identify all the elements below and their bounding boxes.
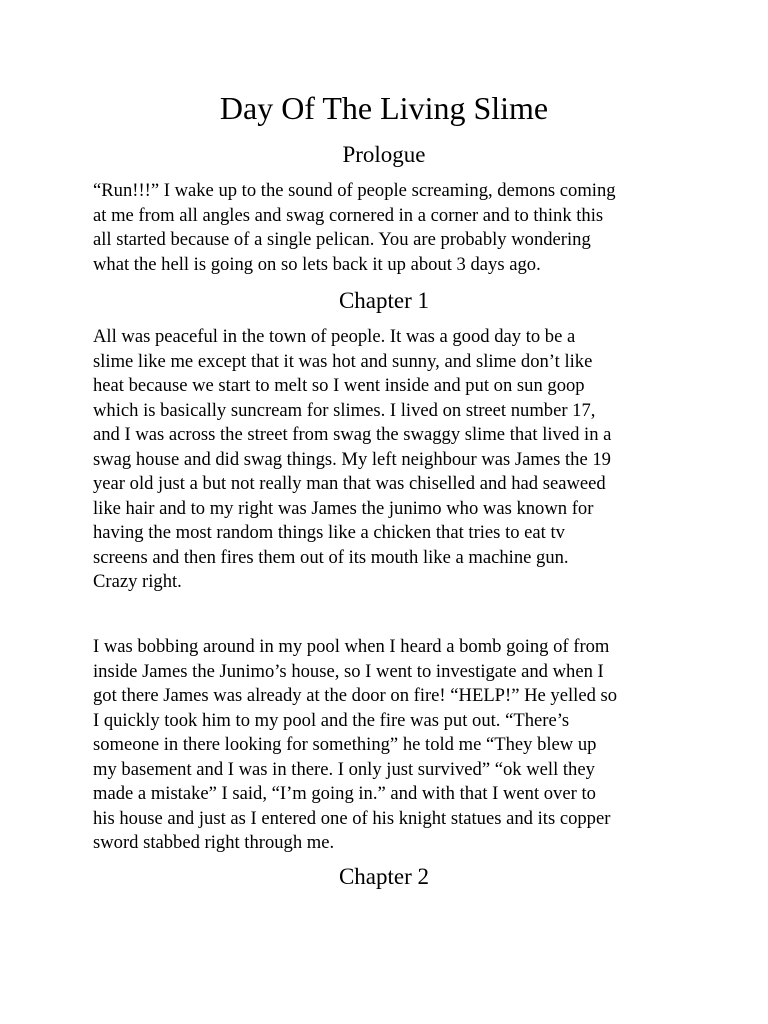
text-line: All was peaceful in the town of people. It was a good day to be a bbox=[93, 326, 576, 347]
text-line: Crazy right. bbox=[93, 571, 182, 592]
text-line: made a mistake” I said, “I’m going in.” and with that I went over to bbox=[93, 783, 596, 804]
text-line: having the most random things like a chicken that tries to eat tv bbox=[93, 522, 565, 543]
paragraph-prologue bbox=[93, 179, 693, 277]
section-heading-chapter-2: Chapter 2 bbox=[338, 864, 430, 889]
paragraph-chapter-1-first bbox=[93, 325, 693, 595]
section-heading-prologue: Prologue bbox=[342, 142, 426, 167]
text-line: and I was across the street from swag the swaggy slime that lived in a bbox=[93, 424, 612, 445]
text-line: someone in there looking for something” he told me “They blew up bbox=[93, 734, 597, 755]
text-line: his house and just as I entered one of his knight statues and its copper bbox=[93, 807, 611, 829]
text-line: like hair and to my right was James the junimo who was known for bbox=[93, 497, 594, 519]
text-line: my basement and I was in there. I only just survived” “ok well they bbox=[93, 758, 595, 780]
text-line: slime like me except that it was hot and sunny, and slime don’t like bbox=[93, 350, 593, 372]
paragraph-chapter-1-second bbox=[93, 635, 693, 856]
text-line: inside James the Junimo’s house, so I went to investigate and when I bbox=[93, 660, 604, 682]
text-line: what the hell is going on so lets back it up about 3 days ago. bbox=[93, 253, 541, 275]
text-line: heat because we start to melt so I went inside and put on sun goop bbox=[93, 375, 585, 396]
text-line: swag house and did swag things. My left neighbour was James the 19 bbox=[93, 448, 611, 470]
text-line: year old just a but not really man that was chiselled and had seaweed bbox=[93, 473, 606, 494]
document-title: Day Of The Living Slime bbox=[219, 90, 549, 126]
text-line: “Run!!!” I wake up to the sound of people screaming, demons coming bbox=[93, 180, 616, 201]
text-line: all started because of a single pelican. You are probably wondering bbox=[93, 229, 591, 250]
text-line: I quickly took him to my pool and the fire was put out. “There’s bbox=[93, 709, 570, 731]
text-line: sword stabbed right through me. bbox=[93, 832, 335, 853]
section-heading-chapter-1: Chapter 1 bbox=[338, 288, 430, 313]
text-line: which is basically suncream for slimes. I lived on street number 17, bbox=[93, 399, 596, 421]
text-line: at me from all angles and swag cornered in a corner and to think this bbox=[93, 204, 604, 226]
text-line: I was bobbing around in my pool when I heard a bomb going of from bbox=[93, 636, 610, 657]
text-line: got there James was already at the door on fire! “HELP!” He yelled so bbox=[93, 685, 618, 706]
text-line: screens and then fires them out of its mouth like a machine gun. bbox=[93, 546, 569, 568]
